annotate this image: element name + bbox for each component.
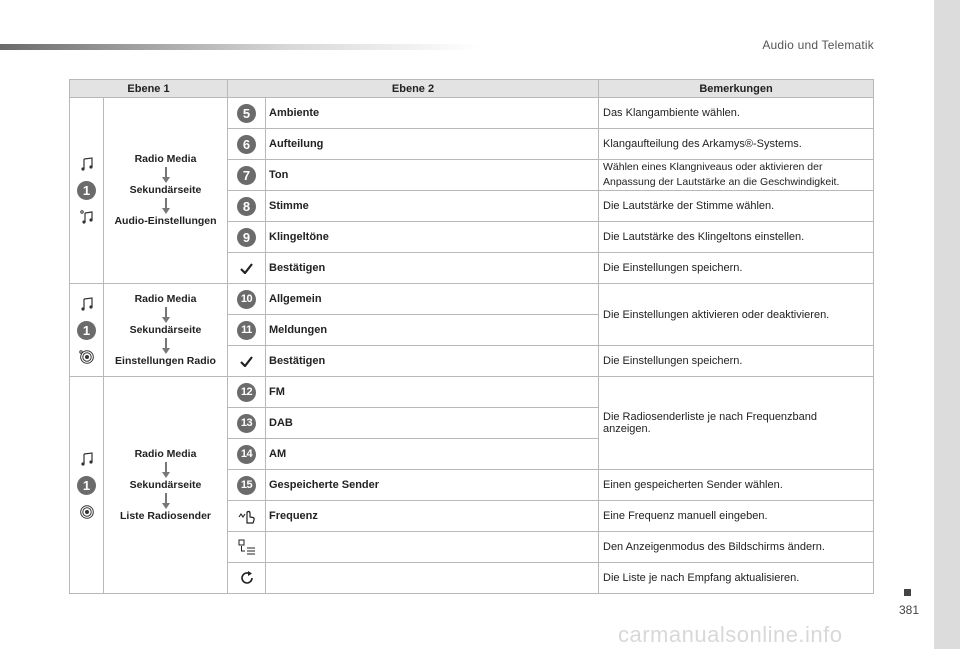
refresh-icon <box>239 570 255 586</box>
option-note: Klangaufteilung des Arkamys®-Systems. <box>599 129 874 160</box>
option-note: Die Einstellungen aktivieren oder deaktivieren. <box>599 284 874 346</box>
group3-chain <box>104 377 228 594</box>
page-corner-mark <box>904 589 911 596</box>
option-label: FM <box>266 377 599 408</box>
step-badge: 5 <box>237 104 256 123</box>
option-label: Gespeicherte Sender <box>266 470 599 501</box>
display-mode-icon <box>238 539 256 555</box>
option-label: Bestätigen <box>266 346 599 377</box>
check-icon <box>240 356 253 367</box>
step-badge: 1 <box>77 321 96 340</box>
arrow-down-icon <box>161 492 171 510</box>
music-note-icon <box>80 157 94 171</box>
arrow-down-icon <box>161 166 171 184</box>
page-side-bar <box>934 0 960 649</box>
step-badge: 7 <box>237 166 256 185</box>
arrow-down-icon <box>161 461 171 479</box>
step-badge: 1 <box>77 476 96 495</box>
header-level2: Ebene 2 <box>228 80 599 98</box>
chain-step: Sekundärseite <box>129 184 202 196</box>
option-label: Ambiente <box>266 98 599 129</box>
step-badge: 10 <box>237 290 256 309</box>
group2-icons <box>70 284 104 377</box>
chain-step: Radio Media <box>134 153 197 165</box>
arrow-down-icon <box>161 306 171 324</box>
option-note: Wählen eines Klangniveaus oder aktivieren der Anpassung der Lautstärke an die Geschwindigkeit. <box>603 161 840 188</box>
chain-step: Sekundärseite <box>129 478 202 491</box>
chain-step: Audio-Einstellungen <box>114 215 217 227</box>
chain-step: Einstellungen Radio <box>115 354 216 367</box>
option-label: Allgemein <box>266 284 599 315</box>
arrow-down-icon <box>161 337 171 355</box>
option-note: Einen gespeicherten Sender wählen. <box>599 470 874 501</box>
radio-icon <box>79 505 95 519</box>
option-label: AM <box>266 439 599 470</box>
option-note: Die Lautstärke der Stimme wählen. <box>599 191 874 222</box>
option-label: Klingeltöne <box>266 222 599 253</box>
option-label: Meldungen <box>266 315 599 346</box>
radio-settings-icon <box>79 350 95 364</box>
option-note: Die Einstellungen speichern. <box>599 346 874 377</box>
table-row <box>70 377 874 408</box>
option-note: Das Klangambiente wählen. <box>599 98 874 129</box>
chain-step: Radio Media <box>134 447 197 460</box>
watermark: carmanualsonline.info <box>618 622 843 647</box>
chain-step: Liste Radiosender <box>119 509 212 522</box>
option-label <box>266 532 599 563</box>
step-badge: 9 <box>237 228 256 247</box>
option-label: Aufteilung <box>266 129 599 160</box>
option-note: Eine Frequenz manuell eingeben. <box>599 501 874 532</box>
table-row <box>70 284 874 315</box>
option-label: Stimme <box>266 191 599 222</box>
option-label: Ton <box>266 160 599 191</box>
step-badge: 11 <box>237 321 256 340</box>
step-badge: 1 <box>77 181 96 200</box>
option-label: Bestätigen <box>266 253 599 284</box>
chain-step: Radio Media <box>134 292 197 305</box>
option-note: Die Radiosenderliste je nach Frequenzband anzeigen. <box>599 377 874 470</box>
group2-chain <box>104 284 228 377</box>
table-row <box>70 98 874 129</box>
step-badge: 14 <box>237 445 256 464</box>
arrow-down-icon <box>161 197 171 215</box>
music-note-icon <box>80 297 94 311</box>
step-badge: 12 <box>237 383 256 402</box>
group3-icons <box>70 377 104 594</box>
header-notes: Bemerkungen <box>599 80 874 98</box>
option-note: Die Einstellungen speichern. <box>599 253 874 284</box>
group1-chain <box>104 98 228 284</box>
group1-icons <box>70 98 104 284</box>
header-level1: Ebene 1 <box>70 80 228 98</box>
option-label <box>266 563 599 594</box>
check-icon <box>240 263 253 274</box>
step-badge: 8 <box>237 197 256 216</box>
music-settings-icon <box>80 210 94 224</box>
option-label: DAB <box>266 408 599 439</box>
option-note: Die Liste je nach Empfang aktualisieren. <box>599 563 874 594</box>
step-badge: 13 <box>237 414 256 433</box>
music-note-icon <box>80 452 94 466</box>
section-title: Audio und Telematik <box>762 38 874 52</box>
page-number: 381 <box>899 603 920 617</box>
step-badge: 6 <box>237 135 256 154</box>
option-note: Die Lautstärke des Klingeltons einstellen. <box>599 222 874 253</box>
header-gradient-bar <box>0 44 480 50</box>
step-badge: 15 <box>237 476 256 495</box>
option-label: Frequenz <box>266 501 599 532</box>
option-note: Den Anzeigenmodus des Bildschirms ändern. <box>599 532 874 563</box>
frequency-hand-icon <box>238 508 256 524</box>
chain-step: Sekundärseite <box>129 323 202 336</box>
table-header-row <box>70 80 874 98</box>
settings-table <box>69 79 874 594</box>
